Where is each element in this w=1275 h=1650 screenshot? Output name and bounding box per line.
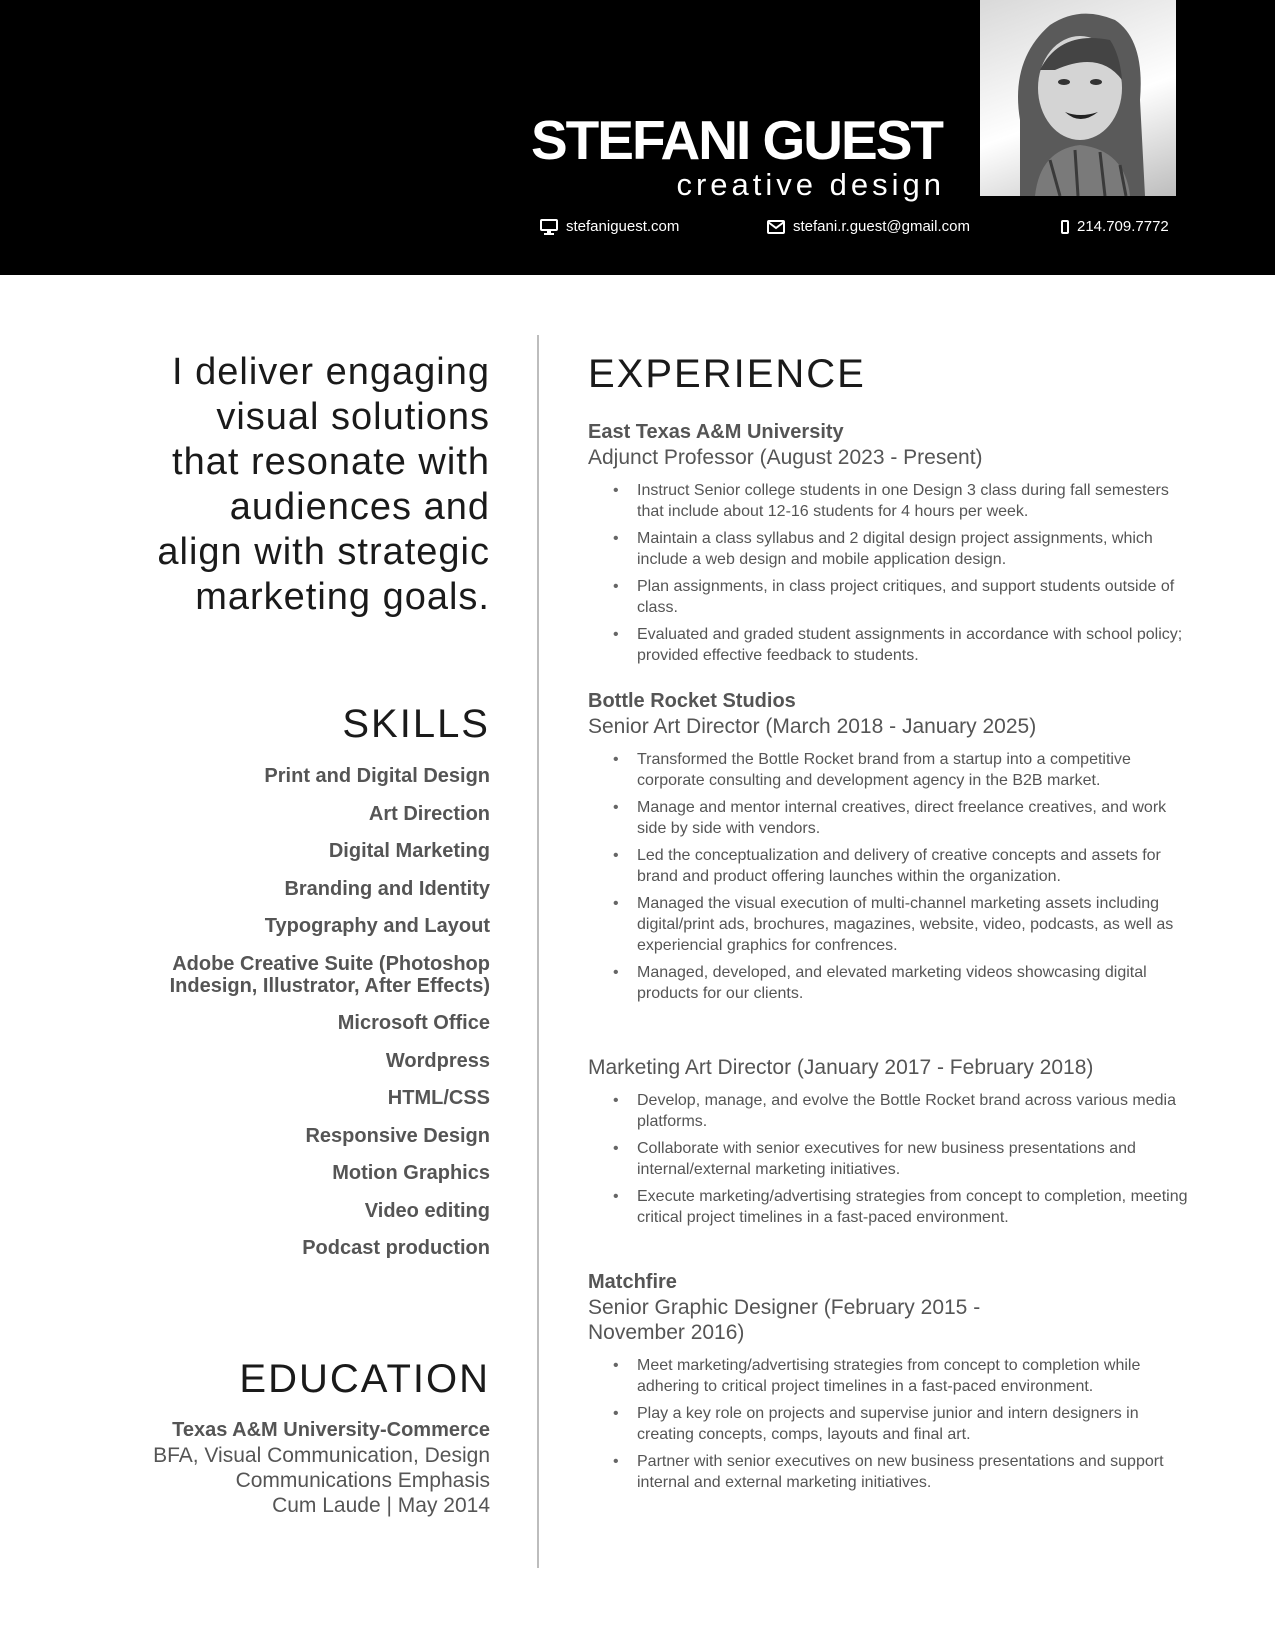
job-bullet: • Meet marketing/advertising strategies from concept to completion while adhering to critical project timelines in a fast-paced environment. — [637, 1355, 1197, 1397]
skill-item: Podcast production — [302, 1237, 490, 1259]
skill-item: Digital Marketing — [328, 840, 490, 862]
envelope-icon — [767, 220, 785, 234]
skill-item: Wordpress — [385, 1049, 490, 1072]
skill-item: Motion Graphics — [332, 1162, 490, 1184]
job-entry — [588, 420, 1188, 672]
job-company: East Texas A&M University — [588, 421, 844, 443]
contact-website-text: stefaniguest.com — [566, 218, 680, 235]
headline-line: align with strategic — [157, 531, 490, 573]
job-bullet: • Managed, developed, and elevated marketing videos showcasing digital products for our clients. — [637, 962, 1188, 1004]
job-bullet: • Led the conceptualization and delivery of creative concepts and assets for brand and product offering launches within the organization. — [637, 845, 1188, 887]
headline-line: audiences and — [229, 486, 490, 528]
job-bullet: • Partner with senior executives on new business presentations and support internal and external marketing initiatives. — [637, 1451, 1197, 1493]
job-bullet: • Transformed the Bottle Rocket brand from a startup into a competitive corporate consulting and development agency in the B2B market. — [637, 749, 1188, 791]
job-bullet: • Plan assignments, in class project critiques, and support students outside of class. — [637, 576, 1188, 618]
headline-line: that resonate with — [172, 441, 490, 483]
contact-email-text: stefani.r.guest@gmail.com — [793, 218, 970, 235]
job-entry — [588, 1270, 1164, 1499]
job-role: Senior Art Director (March 2018 - January 2025) — [588, 715, 1037, 738]
job-bullet: • Managed the visual execution of multi-channel marketing assets including digital/print ads, brochures, magazines, website, video, podcasts, as well as experiencial graphics for confrences. — [637, 893, 1188, 956]
experience-heading: EXPERIENCE — [588, 352, 866, 396]
job-company: Bottle Rocket Studios — [588, 690, 796, 712]
job-bullet: • Instruct Senior college students in one Design 3 class during fall semesters that include about 12-16 students for 4 hours per week. — [637, 480, 1188, 522]
job-company: Matchfire — [588, 1271, 677, 1293]
skills-list — [70, 765, 490, 1275]
headline-line: visual solutions — [216, 396, 490, 438]
job-bullet: • Collaborate with senior executives for new business presentations and internal/external marketing initiatives. — [637, 1138, 1188, 1180]
education-line: Communications Emphasis — [235, 1469, 490, 1492]
profile-photo — [980, 0, 1176, 196]
tagline: creative design — [676, 167, 945, 202]
education-line: Cum Laude | May 2014 — [272, 1494, 490, 1517]
job-role: Senior Graphic Designer (February 2015 - November 2016) — [588, 1296, 981, 1344]
monitor-icon — [540, 219, 558, 235]
skills-heading: SKILLS — [342, 702, 490, 746]
skill-item: Adobe Creative Suite (Photoshop — [172, 952, 490, 975]
skill-item: Microsoft Office — [337, 1012, 490, 1034]
portrait-illustration — [980, 0, 1176, 196]
job-bullet: • Execute marketing/advertising strategies from concept to completion, meeting critical project timelines in a fast-paced environment. — [637, 1186, 1188, 1228]
skill-item: Art Direction — [368, 802, 490, 825]
job-bullet: • Evaluated and graded student assignments in accordance with school policy; provided effective feedback to students. — [637, 624, 1188, 666]
phone-icon — [1061, 220, 1069, 234]
header-banner — [0, 0, 1275, 275]
headline-statement — [90, 350, 490, 620]
skill-item: Branding and Identity — [284, 877, 490, 900]
headline-line: marketing goals. — [195, 576, 490, 618]
job-bullets — [588, 749, 1188, 1004]
education-line: BFA, Visual Communication, Design — [153, 1444, 490, 1467]
skill-item: Video editing — [364, 1199, 490, 1222]
contact-phone-text: 214.709.7772 — [1077, 218, 1169, 235]
name-heading: STEFANI GUEST — [531, 109, 942, 171]
job-bullet: • Manage and mentor internal creatives, direct freelance creatives, and work side by side with vendors. — [637, 797, 1188, 839]
contact-website[interactable] — [540, 218, 679, 235]
education-heading: EDUCATION — [239, 1357, 490, 1401]
skill-item: Responsive Design — [305, 1124, 490, 1147]
job-bullet: • Develop, manage, and evolve the Bottle Rocket brand across various media platforms. — [637, 1090, 1188, 1132]
job-bullet: • Play a key role on projects and supervise junior and intern designers in creating concepts, comps, layouts and final art. — [637, 1403, 1197, 1445]
education-school: Texas A&M University-Commerce — [172, 1419, 490, 1441]
contact-phone[interactable] — [1061, 218, 1169, 235]
job-bullets — [588, 1355, 1197, 1493]
job-role: Adjunct Professor (August 2023 - Present) — [588, 446, 983, 469]
job-bullets — [588, 1090, 1188, 1228]
job-entry — [588, 689, 1188, 1010]
contact-email[interactable] — [767, 218, 970, 235]
job-bullet: • Maintain a class syllabus and 2 digital design project assignments, which include a web design and mobile application design. — [637, 528, 1188, 570]
column-divider — [537, 335, 539, 1568]
skill-item: HTML/CSS — [387, 1087, 490, 1109]
job-role: Marketing Art Director (January 2017 - February 2018) — [588, 1056, 1094, 1079]
skill-item: Indesign, Illustrator, After Effects) — [169, 974, 490, 997]
headline-line: I deliver engaging — [172, 351, 490, 393]
skill-item: Typography and Layout — [264, 915, 490, 937]
job-bullets — [588, 480, 1188, 666]
job-entry — [588, 1055, 1188, 1234]
education-block — [70, 1418, 490, 1518]
skill-item: Print and Digital Design — [264, 765, 490, 787]
